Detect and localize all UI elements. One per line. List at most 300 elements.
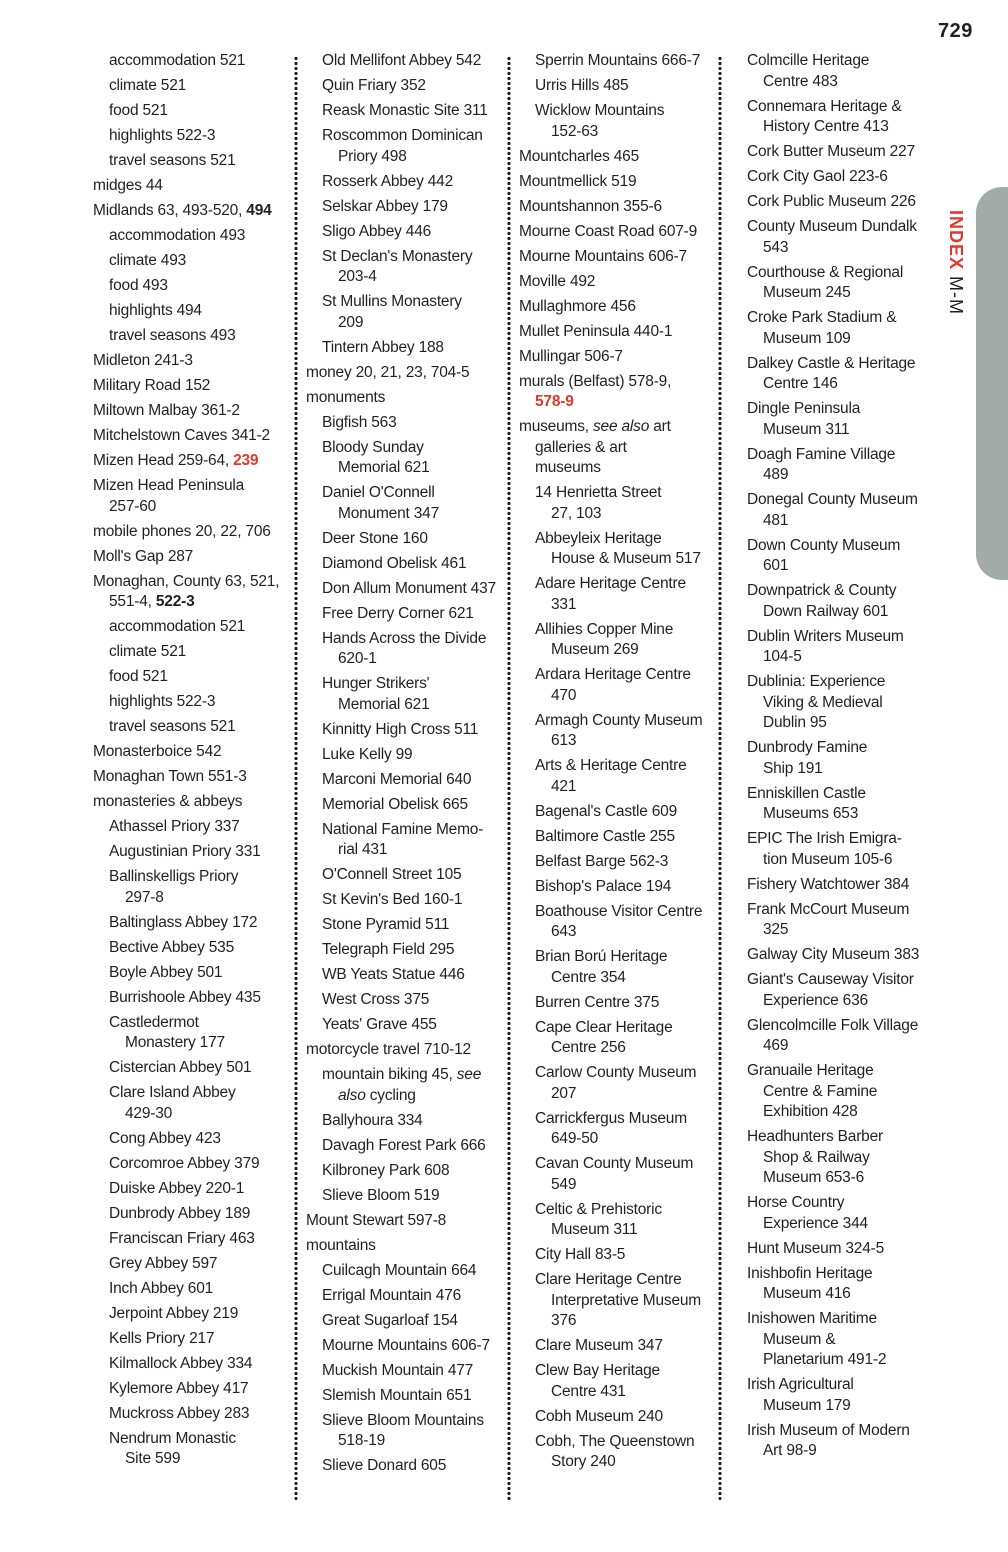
index-entry xyxy=(93,401,308,422)
entry-text: Duiske Abbey 220-1 xyxy=(109,1179,245,1197)
index-subentry xyxy=(109,151,308,172)
entry-text: Slieve Bloom Mountains 518-19 xyxy=(322,1411,484,1449)
index-subentry xyxy=(535,993,734,1014)
entry-text: Wicklow Mountains 152-63 xyxy=(535,102,665,140)
index-subentry xyxy=(747,217,946,258)
entry-text: Roscommon Dominican Priory 498 xyxy=(322,127,483,165)
primary-page-ref: 239 xyxy=(233,452,259,469)
index-subentry xyxy=(322,890,521,911)
entry-text: Reask Monastic Site 311 xyxy=(322,102,488,119)
index-entry xyxy=(93,767,308,788)
index-subentry xyxy=(747,308,946,349)
entry-text: St Kevin's Bed 160-1 xyxy=(322,891,463,908)
index-subentry xyxy=(322,1161,521,1182)
index-subentry xyxy=(535,51,734,72)
entry-text: County Museum Dundalk 543 xyxy=(747,218,917,256)
index-subentry xyxy=(535,1200,734,1241)
entry-text: Old Mellifont Abbey 542 xyxy=(322,52,482,69)
index-subentry xyxy=(535,101,734,142)
index-entry xyxy=(93,476,308,517)
index-subentry xyxy=(322,222,521,243)
entry-text: Allihies Copper Mine Museum 269 xyxy=(535,620,674,658)
index-subentry xyxy=(109,913,308,934)
entry-text: Selskar Abbey 179 xyxy=(322,197,448,215)
index-subentry xyxy=(322,820,521,861)
cross-reference: see also xyxy=(338,1066,482,1104)
entry-text: Diamond Obelisk 461 xyxy=(322,554,467,572)
index-subentry xyxy=(109,1013,308,1054)
entry-text: Clare Island Abbey 429-30 xyxy=(109,1084,236,1122)
entry-text: O'Connell Street 105 xyxy=(322,866,462,883)
entry-text: art galleries & art museums xyxy=(535,418,671,476)
index-subentry xyxy=(322,1386,521,1407)
entry-text: midges 44 xyxy=(93,177,163,194)
index-subentry xyxy=(322,1456,521,1477)
index-subentry xyxy=(109,1379,308,1400)
column-divider xyxy=(294,56,298,1500)
column-divider xyxy=(507,56,511,1500)
entry-text: Baltinglass Abbey 172 xyxy=(109,913,258,931)
section-thumb-tab xyxy=(976,187,1008,580)
entry-text: Franciscan Friary 463 xyxy=(109,1229,255,1247)
index-subentry xyxy=(747,1375,946,1416)
entry-text: Slieve Donard 605 xyxy=(322,1457,447,1474)
index-subentry xyxy=(747,672,946,734)
entry-text: Monaghan Town 551-3 xyxy=(93,768,247,785)
entry-text: St Declan's Monastery 203-4 xyxy=(322,247,473,285)
index-entry xyxy=(93,426,308,447)
entry-text: Mullingar 506-7 xyxy=(519,347,623,365)
index-subentry xyxy=(109,1404,308,1425)
index-subentry xyxy=(535,1063,734,1104)
index-entry xyxy=(93,572,308,613)
entry-text: Brian Ború Heritage Centre 354 xyxy=(535,948,668,986)
entry-text: Augustinian Priory 331 xyxy=(109,843,261,860)
index-subentry xyxy=(109,692,308,713)
index-entry xyxy=(93,176,308,197)
index-subentry xyxy=(747,192,946,213)
index-subentry xyxy=(109,1354,308,1375)
entry-text: highlights 494 xyxy=(109,302,202,319)
index-entry xyxy=(93,376,308,397)
index-entry xyxy=(93,451,308,472)
index-subentry xyxy=(747,970,946,1011)
entry-text: Daniel O'Connell Monument 347 xyxy=(322,484,439,522)
index-entry xyxy=(93,547,308,568)
index-subentry xyxy=(322,674,521,715)
index-subentry xyxy=(322,126,521,167)
entry-text: St Mullins Monastery 209 xyxy=(322,293,462,331)
index-subentry xyxy=(322,1361,521,1382)
entry-text: Dublin Writers Museum 104-5 xyxy=(747,627,904,665)
index-entry xyxy=(519,417,734,479)
map-page-ref: 494 xyxy=(246,202,272,219)
entry-text: Military Road 152 xyxy=(93,377,211,394)
entry-text: climate 521 xyxy=(109,77,187,94)
entry-text: Cobh, The Queenstown Story 240 xyxy=(535,1432,695,1470)
index-subentry xyxy=(322,940,521,961)
entry-text: Doagh Famine Village 489 xyxy=(747,445,896,483)
entry-text: Horse Country Experience 344 xyxy=(747,1194,868,1232)
index-subentry xyxy=(747,536,946,577)
entry-text: Cobh Museum 240 xyxy=(535,1407,663,1425)
entry-text: Cork Butter Museum 227 xyxy=(747,143,915,160)
entry-text: Kilbroney Park 608 xyxy=(322,1161,450,1179)
index-subentry xyxy=(322,865,521,886)
index-subentry xyxy=(747,1239,946,1260)
index-entry xyxy=(519,372,734,413)
entry-text: Boyle Abbey 501 xyxy=(109,963,223,981)
entry-text: food 493 xyxy=(109,277,168,294)
entry-text: Mountshannon 355-6 xyxy=(519,197,662,215)
entry-text: Kinnitty High Cross 511 xyxy=(322,720,479,738)
index-subentry xyxy=(747,490,946,531)
index-subentry xyxy=(747,829,946,870)
entry-text: Rosserk Abbey 442 xyxy=(322,172,454,190)
index-entry xyxy=(306,1040,521,1061)
index-subentry xyxy=(535,711,734,752)
index-subentry xyxy=(109,276,308,297)
entry-text: motorcycle travel 710-12 xyxy=(306,1041,471,1058)
entry-text: Midlands 63, 493-520, xyxy=(93,202,247,219)
entry-text: Glencolmcille Folk Village 469 xyxy=(747,1016,919,1054)
index-subentry xyxy=(109,617,308,638)
entry-text: accommodation 521 xyxy=(109,52,246,69)
entry-text: Croke Park Stadium & Museum 109 xyxy=(747,309,897,347)
entry-text: Hunt Museum 324-5 xyxy=(747,1239,885,1257)
entry-text: Sligo Abbey 446 xyxy=(322,222,432,240)
entry-text: Bigfish 563 xyxy=(322,413,397,431)
entry-text: Mullet Peninsula 440-1 xyxy=(519,322,673,340)
entry-text: Moll's Gap 287 xyxy=(93,547,194,565)
index-subentry xyxy=(747,1193,946,1234)
entry-text: money 20, 21, 23, 704-5 xyxy=(306,363,470,381)
entry-text: Mountmellick 519 xyxy=(519,172,637,190)
index-subentry xyxy=(322,1286,521,1307)
index-subentry xyxy=(322,197,521,218)
entry-text: Cuilcagh Mountain 664 xyxy=(322,1261,477,1279)
entry-text: Abbeyleix Heritage House & Museum 517 xyxy=(535,529,701,567)
entry-text: Errigal Mountain 476 xyxy=(322,1286,462,1304)
entry-text: Bective Abbey 535 xyxy=(109,938,234,956)
entry-text: Irish Agricultural Museum 179 xyxy=(747,1376,854,1414)
entry-text: Carrickfergus Museum 649-50 xyxy=(535,1109,687,1147)
entry-text: Muckish Mountain 477 xyxy=(322,1361,474,1379)
entry-text: accommodation 521 xyxy=(109,618,246,635)
index-subentry xyxy=(747,875,946,896)
entry-text: Clare Heritage Centre Interpretative Museum 376 xyxy=(535,1271,702,1329)
entry-text: Dalkey Castle & Heritage Centre 146 xyxy=(747,354,916,392)
index-subentry xyxy=(322,1065,521,1106)
index-subentry xyxy=(535,877,734,898)
index-subentry xyxy=(322,770,521,791)
index-subentry xyxy=(109,1204,308,1225)
entry-text: Carlow County Museum 207 xyxy=(535,1064,697,1102)
entry-text: Mullaghmore 456 xyxy=(519,297,636,315)
index-subentry xyxy=(322,51,521,72)
index-subentry xyxy=(109,938,308,959)
entry-text: Arts & Heritage Centre 421 xyxy=(535,757,687,795)
entry-text: Connemara Heritage & History Centre 413 xyxy=(747,97,902,135)
entry-text: mobile phones 20, 22, 706 xyxy=(93,522,271,540)
index-column-4 xyxy=(731,51,946,1466)
entry-text: Bagenal's Castle 609 xyxy=(535,802,678,820)
entry-text: Tintern Abbey 188 xyxy=(322,338,444,356)
index-subentry xyxy=(109,1304,308,1325)
index-subentry xyxy=(747,738,946,779)
entry-text: Cape Clear Heritage Centre 256 xyxy=(535,1018,673,1056)
index-subentry xyxy=(109,717,308,738)
entry-text: cycling xyxy=(365,1086,416,1104)
index-range: M-M xyxy=(946,276,966,315)
index-subentry xyxy=(322,629,521,670)
index-subentry xyxy=(747,354,946,395)
index-subentry xyxy=(109,867,308,908)
index-subentry xyxy=(322,438,521,479)
index-subentry xyxy=(747,627,946,668)
entry-text: Irish Museum of Modern Art 98-9 xyxy=(747,1421,910,1459)
index-subentry xyxy=(109,101,308,122)
index-entry xyxy=(306,1236,521,1257)
entry-text: Inishowen Maritime Museum & Planetarium 491-2 xyxy=(747,1310,887,1368)
index-subentry xyxy=(747,945,946,966)
entry-text: highlights 522-3 xyxy=(109,693,216,710)
entry-text: climate 493 xyxy=(109,252,187,269)
index-subentry xyxy=(535,1432,734,1473)
entry-text: Mountcharles 465 xyxy=(519,147,640,165)
index-subentry xyxy=(322,720,521,741)
index-subentry xyxy=(109,1254,308,1275)
entry-text: Memorial Obelisk 665 xyxy=(322,795,468,813)
index-subentry xyxy=(535,827,734,848)
entry-text: West Cross 375 xyxy=(322,991,430,1008)
entry-text: Clare Museum 347 xyxy=(535,1337,663,1354)
index-subentry xyxy=(322,915,521,936)
entry-text: food 521 xyxy=(109,668,168,685)
map-page-ref: 522-3 xyxy=(155,593,195,610)
index-subentry xyxy=(109,226,308,247)
entry-text: Sperrin Mountains 666-7 xyxy=(535,52,701,69)
entry-text: EPIC The Irish Emigra- tion Museum 105-6 xyxy=(747,830,902,868)
entry-text: Mount Stewart 597-8 xyxy=(306,1211,447,1229)
index-subentry xyxy=(747,1309,946,1371)
index-subentry xyxy=(322,172,521,193)
page-number: 729 xyxy=(938,20,973,42)
index-subentry xyxy=(109,1083,308,1124)
index-subentry xyxy=(322,338,521,359)
entry-text: Bishop's Palace 194 xyxy=(535,877,672,895)
entry-text: WB Yeats Statue 446 xyxy=(322,966,465,983)
index-subentry xyxy=(109,988,308,1009)
index-subentry xyxy=(322,990,521,1011)
entry-text: Granuaile Heritage Centre & Famine Exhibition 428 xyxy=(747,1062,878,1120)
index-subentry xyxy=(535,1270,734,1332)
entry-text: travel seasons 521 xyxy=(109,152,236,169)
index-subentry xyxy=(322,413,521,434)
entry-text: Athassel Priory 337 xyxy=(109,818,240,835)
index-subentry xyxy=(322,1136,521,1157)
entry-text: Bloody Sunday Memorial 621 xyxy=(322,438,430,476)
index-subentry xyxy=(535,1109,734,1150)
primary-page-ref: 578-9 xyxy=(535,393,574,410)
entry-text: Jerpoint Abbey 219 xyxy=(109,1304,239,1322)
index-subentry xyxy=(322,1186,521,1207)
entry-text: Davagh Forest Park 666 xyxy=(322,1136,486,1154)
index-entry xyxy=(519,347,734,368)
entry-text: Donegal County Museum 481 xyxy=(747,491,918,529)
index-subentry xyxy=(322,965,521,986)
index-subentry xyxy=(535,665,734,706)
entry-text: Inishbofin Heritage Museum 416 xyxy=(747,1264,873,1302)
entry-text: Colmcille Heritage Centre 483 xyxy=(747,52,870,90)
entry-text: Yeats' Grave 455 xyxy=(322,1016,437,1033)
entry-text: monasteries & abbeys xyxy=(93,793,243,810)
index-entry xyxy=(306,363,521,384)
index-subentry xyxy=(747,1016,946,1057)
entry-text: Mourne Mountains 606-7 xyxy=(322,1336,490,1354)
entry-text: Slieve Bloom 519 xyxy=(322,1186,440,1204)
index-subentry xyxy=(109,76,308,97)
entry-text: Miltown Malbay 361-2 xyxy=(93,402,240,419)
index-entry xyxy=(93,742,308,763)
index-column-3 xyxy=(519,51,734,1477)
index-subentry xyxy=(747,900,946,941)
entry-text: climate 521 xyxy=(109,643,187,660)
entry-text: Deer Stone 160 xyxy=(322,529,428,547)
entry-text: Kilmallock Abbey 334 xyxy=(109,1354,253,1372)
entry-text: Mizen Head Peninsula 257-60 xyxy=(93,477,245,515)
index-label: INDEX xyxy=(946,210,966,271)
entry-text: Dublinia: Experience Viking & Medieval Dublin 95 xyxy=(747,673,886,731)
index-entry xyxy=(306,388,521,409)
index-entry xyxy=(519,297,734,318)
index-subentry xyxy=(535,1018,734,1059)
index-subentry xyxy=(322,579,521,600)
index-subentry xyxy=(535,574,734,615)
entry-text: highlights 522-3 xyxy=(109,127,216,144)
entry-text: travel seasons 521 xyxy=(109,718,236,735)
index-subentry xyxy=(109,1129,308,1150)
entry-text: Downpatrick & County Down Railway 601 xyxy=(747,582,897,620)
entry-text: Clew Bay Heritage Centre 431 xyxy=(535,1362,660,1400)
entry-text: Cork Public Museum 226 xyxy=(747,193,916,210)
index-subentry xyxy=(322,1411,521,1452)
index-subentry xyxy=(109,1154,308,1175)
index-subentry xyxy=(322,1111,521,1132)
entry-text: Hunger Strikers' Memorial 621 xyxy=(322,675,430,713)
entry-text: Great Sugarloaf 154 xyxy=(322,1311,458,1329)
cross-reference: see also xyxy=(593,418,650,435)
index-subentry xyxy=(109,1229,308,1250)
index-subentry xyxy=(322,795,521,816)
index-subentry xyxy=(747,581,946,622)
index-subentry xyxy=(322,1311,521,1332)
index-subentry xyxy=(322,1336,521,1357)
entry-text: Armagh County Museum 613 xyxy=(535,711,703,749)
index-subentry xyxy=(109,1058,308,1079)
index-entry xyxy=(93,351,308,372)
index-subentry xyxy=(535,947,734,988)
entry-text: Burren Centre 375 xyxy=(535,993,660,1011)
entry-text: Courthouse & Regional Museum 245 xyxy=(747,263,904,301)
column-divider xyxy=(718,56,722,1500)
entry-text: Muckross Abbey 283 xyxy=(109,1404,250,1422)
index-column-2 xyxy=(306,51,521,1481)
entry-text: City Hall 83-5 xyxy=(535,1246,626,1263)
entry-text: Grey Abbey 597 xyxy=(109,1254,218,1272)
index-subentry xyxy=(747,1264,946,1305)
index-subentry xyxy=(747,784,946,825)
index-entry xyxy=(519,247,734,268)
entry-text: Baltimore Castle 255 xyxy=(535,827,675,845)
index-subentry xyxy=(322,745,521,766)
entry-text: Ardara Heritage Centre 470 xyxy=(535,666,691,704)
entry-text: Stone Pyramid 511 xyxy=(322,916,450,933)
entry-text: mountain biking 45, xyxy=(322,1066,457,1083)
entry-text: mountains xyxy=(306,1236,376,1254)
entry-text: Castledermot Monastery 177 xyxy=(109,1013,225,1051)
index-subentry xyxy=(535,852,734,873)
index-entry xyxy=(519,322,734,343)
section-tab-label xyxy=(945,210,966,315)
entry-text: Cong Abbey 423 xyxy=(109,1129,221,1147)
index-entry xyxy=(519,172,734,193)
entry-text: Mitchelstown Caves 341-2 xyxy=(93,427,270,444)
index-subentry xyxy=(109,51,308,72)
index-entry xyxy=(519,272,734,293)
index-subentry xyxy=(109,642,308,663)
index-subentry xyxy=(109,251,308,272)
index-subentry xyxy=(535,902,734,943)
index-subentry xyxy=(535,1245,734,1266)
index-subentry xyxy=(535,756,734,797)
entry-text: monuments xyxy=(306,388,386,406)
index-subentry xyxy=(535,1361,734,1402)
entry-text: Down County Museum 601 xyxy=(747,536,901,574)
entry-text: Cork City Gaol 223-6 xyxy=(747,168,888,185)
index-subentry xyxy=(109,1279,308,1300)
index-subentry xyxy=(109,1429,308,1470)
entry-text: Kells Priory 217 xyxy=(109,1329,215,1347)
index-subentry xyxy=(747,445,946,486)
index-column-1 xyxy=(93,51,308,1474)
entry-text: Moville 492 xyxy=(519,272,596,290)
entry-text: Mourne Coast Road 607-9 xyxy=(519,222,698,240)
index-subentry xyxy=(747,167,946,188)
entry-text: Mourne Mountains 606-7 xyxy=(519,247,687,265)
index-entry xyxy=(93,522,308,543)
index-subentry xyxy=(535,76,734,97)
entry-text: food 521 xyxy=(109,102,168,119)
entry-text: Luke Kelly 99 xyxy=(322,745,413,763)
index-entry xyxy=(93,201,308,222)
index-entry xyxy=(306,1211,521,1232)
entry-text: murals (Belfast) 578-9, xyxy=(519,372,672,390)
entry-text: Quin Friary 352 xyxy=(322,77,426,94)
entry-text: accommodation 493 xyxy=(109,227,246,244)
index-subentry xyxy=(109,326,308,347)
index-subentry xyxy=(109,842,308,863)
entry-text: Cistercian Abbey 501 xyxy=(109,1059,252,1076)
entry-text: Fishery Watchtower 384 xyxy=(747,875,910,893)
index-subentry xyxy=(535,1407,734,1428)
index-subentry xyxy=(109,667,308,688)
entry-text: Free Derry Corner 621 xyxy=(322,604,474,622)
index-subentry xyxy=(322,604,521,625)
index-subentry xyxy=(535,483,734,524)
entry-text: Nendrum Monastic Site 599 xyxy=(109,1429,236,1467)
index-subentry xyxy=(109,1329,308,1350)
